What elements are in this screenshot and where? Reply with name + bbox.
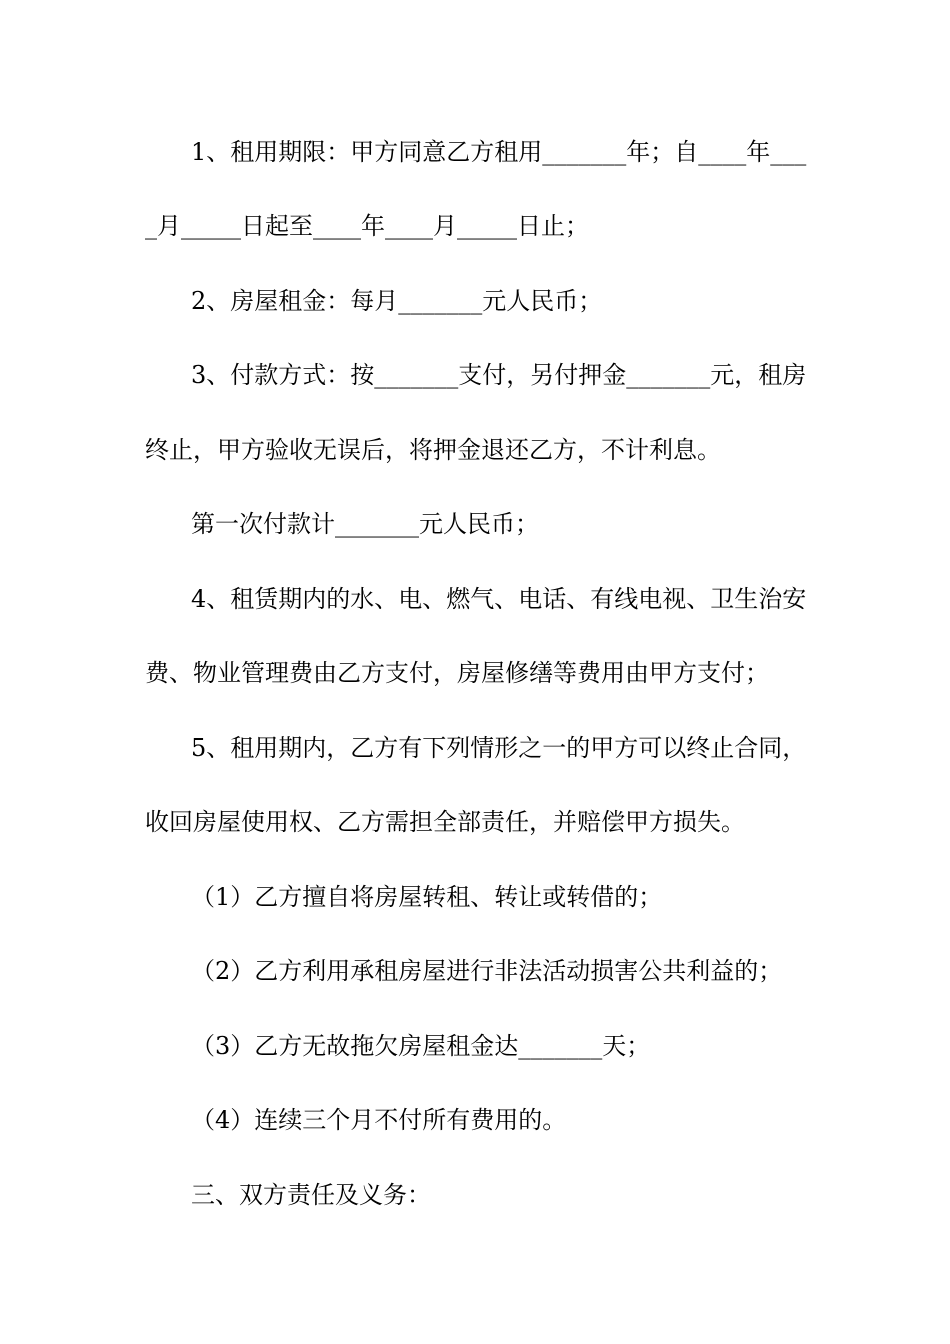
clause-5-item-3: （3）乙方无故拖欠房屋租金达_______天； [191,1032,651,1060]
clause-2: 2、房屋租金：每月_______元人民币； [191,287,603,315]
clause-1-line-2: _月_____日起至____年____月_____日止； [145,212,589,240]
section-3-heading: 三、双方责任及义务： [191,1181,431,1209]
clause-5-line-2: 收回房屋使用权、乙方需担全部责任，并赔偿甲方损失。 [145,808,745,836]
clause-5-item-1: （1）乙方擅自将房屋转租、转让或转借的； [191,883,663,911]
clause-1-line-1: 1、租用期限：甲方同意乙方租用_______年；自____年___ [191,138,807,166]
clause-5-item-4: （4）连续三个月不付所有费用的。 [191,1106,567,1134]
clause-5-line-1: 5、租用期内，乙方有下列情形之一的甲方可以终止合同， [191,734,807,762]
clause-5-item-2: （2）乙方利用承租房屋进行非法活动损害公共利益的； [191,957,783,985]
clause-3-line-2: 终止，甲方验收无误后，将押金退还乙方，不计利息。 [145,436,721,464]
first-payment: 第一次付款计_______元人民币； [191,510,539,538]
clause-3-line-1: 3、付款方式：按_______支付，另付押金_______元，租房 [191,361,807,389]
clause-4-line-1: 4、租赁期内的水、电、燃气、电话、有线电视、卫生治安 [191,585,807,613]
clause-4-line-2: 费、物业管理费由乙方支付，房屋修缮等费用由甲方支付； [145,659,769,687]
